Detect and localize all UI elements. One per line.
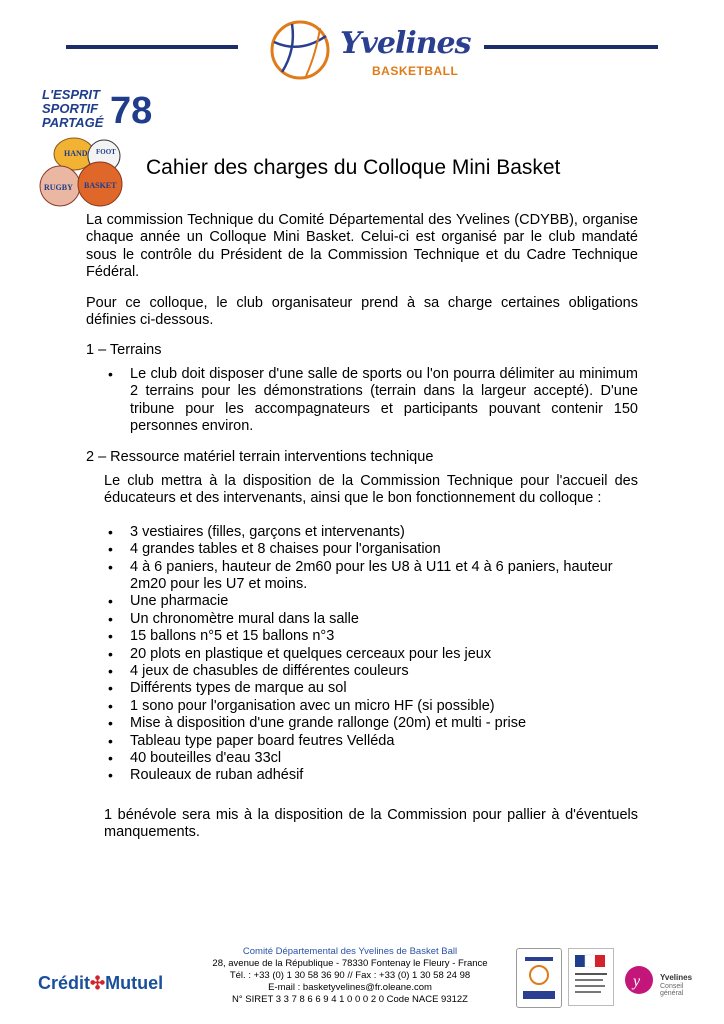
esprit-sportif-logo <box>38 87 153 208</box>
footer-siret: N° SIRET 3 3 7 8 6 6 9 4 1 0 0 0 2 0 Code NACE 9312Z <box>232 994 468 1005</box>
list-item: • 20 plots en plastique et quelques cerceaux pour les jeux <box>104 646 638 663</box>
svg-text:y: y <box>633 973 641 990</box>
closing-paragraph: 1 bénévole sera mis à la disposition de la Commission pour pallier à d'éventuels manquements. <box>104 806 638 841</box>
header-rule-right <box>484 45 658 49</box>
ball-label-hand: HAND <box>64 149 88 158</box>
brand-script: Yvelines <box>340 26 471 61</box>
list-item: • 15 ballons n°5 et 15 ballons n°3 <box>104 628 638 645</box>
yvelines-label: Yvelines <box>660 973 693 982</box>
intro-paragraph-2: Pour ce colloque, le club organisateur prend à sa charge certaines obligations définies ci-dessous. <box>86 294 638 329</box>
section-2-intro: Le club mettra à la disposition de la Commission Technique pour l'accueil des éducateurs et des intervenants, ainsi que le bon fonctionnement du colloque : <box>104 472 638 507</box>
footer-contact <box>190 946 510 1006</box>
footer-email[interactable]: E-mail : basketyvelines@fr.oleane.com <box>268 982 432 993</box>
section-2-list <box>86 524 638 785</box>
intro-paragraph-1: La commission Technique du Comité Départemental des Yvelines (CDYBB), organise chaque année un Colloque Mini Basket. Celui-ci est organisé par le club mandaté sous le contrôle du Président de la Commission Technique et du Cadre Technique Fédéral. <box>86 212 638 281</box>
list-item: • Rouleaux de ruban adhésif <box>104 767 638 784</box>
esprit-number: 78 <box>110 90 153 132</box>
basketball-icon <box>262 14 342 84</box>
list-item: • 1 sono pour l'organisation avec un micro HF (si possible) <box>104 698 638 715</box>
ball-label-rugby: RUGBY <box>44 183 73 192</box>
list-item: • 3 vestiaires (filles, garçons et intervenants) <box>104 524 638 541</box>
ball-label-foot: FOOT <box>96 148 116 156</box>
section-2-heading: 2 – Ressource matériel terrain interventions technique <box>86 449 434 466</box>
header-rule-left <box>66 45 238 49</box>
footer-phone: Tél. : +33 (0) 1 30 58 36 90 // Fax : +33 (0) 1 30 58 24 98 <box>229 970 471 981</box>
sport-balls-icon <box>38 134 138 208</box>
credit-mutuel-mark-icon: ✣ <box>90 973 106 993</box>
list-item: • 40 bouteilles d'eau 33cl <box>104 750 638 767</box>
brand-sub: BASKETBALL <box>372 64 459 78</box>
footer-address: 28, avenue de la République - 78330 Fontenay le Fleury - France <box>212 958 488 969</box>
yvelines-basketball-logo <box>262 14 471 84</box>
document-body <box>86 212 638 842</box>
yvelines-conseil-general-logo <box>624 965 704 1005</box>
ball-label-basket: BASKET <box>84 181 117 190</box>
list-item: • Le club doit disposer d'une salle de sports ou l'on pourra délimiter au minimum 2 terrains pour les démonstrations (terrain dans la largeur accepté). D'une tribune pour les accompagnateurs et participants pouvant contenir 150 personnes environ. <box>104 366 638 436</box>
list-item: • 4 à 6 paniers, hauteur de 2m60 pour les U8 à U11 et 4 à 6 paniers, hauteur 2m20 pour les U7 et moins. <box>104 559 638 594</box>
section-1-list <box>86 366 638 436</box>
section-1-heading: 1 – Terrains <box>86 342 162 359</box>
list-item: • Différents types de marque au sol <box>104 680 638 697</box>
esprit-text: L'ESPRIT SPORTIF PARTAGÉ <box>42 87 104 130</box>
ministere-logo-icon <box>568 948 614 1006</box>
ffbb-badge-icon <box>516 948 562 1008</box>
yvelines-y-icon <box>624 965 654 995</box>
document-title: Cahier des charges du Colloque Mini Basket <box>146 156 561 179</box>
list-item: • Mise à disposition d'une grande rallonge (20m) et multi - prise <box>104 715 638 732</box>
list-item: • Tableau type paper board feutres Velléda <box>104 733 638 750</box>
list-item: • Une pharmacie <box>104 593 638 610</box>
list-item: • 4 grandes tables et 8 chaises pour l'organisation <box>104 541 638 558</box>
credit-mutuel-logo: Crédit✣Mutuel <box>38 973 164 993</box>
yvelines-sub: Conseil général <box>660 983 684 997</box>
list-item: • 4 jeux de chasubles de différentes couleurs <box>104 663 638 680</box>
list-item: • Un chronomètre mural dans la salle <box>104 611 638 628</box>
footer-org: Comité Départemental des Yvelines de Basket Ball <box>242 946 458 957</box>
